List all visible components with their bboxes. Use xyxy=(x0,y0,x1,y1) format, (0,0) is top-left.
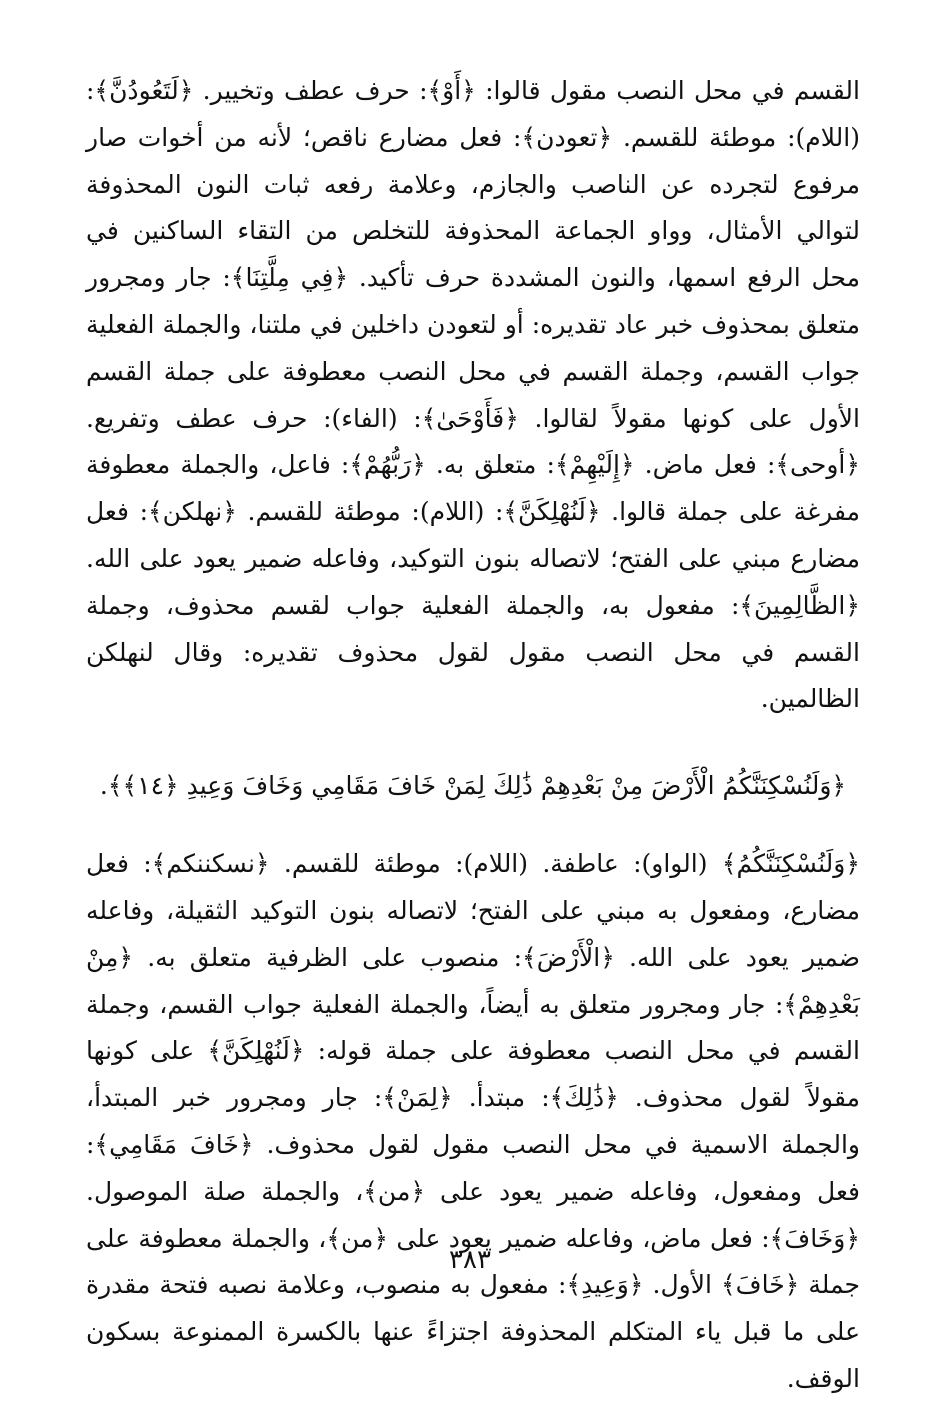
section-spacer xyxy=(86,723,860,763)
quran-verse-heading: ﴿وَلَنُسْكِنَنَّكُمُ الْأَرْضَ مِنْ بَعْدِهِمْ ذَٰلِكَ لِمَنْ خَافَ مَقَامِي وَخَافَ وَعِيدِ ﴿١٤﴾﴾. xyxy=(99,771,847,801)
commentary-paragraph-2: ﴿وَلَنُسْكِنَنَّكُمُ﴾ (الواو): عاطفة. (اللام): موطئة للقسم. ﴿نسكننكم﴾: فعل مضارع، ومفعول به مبني على الفتح؛ لاتصاله بنون التوكيد الثقيلة، وفاعله ضمير يعود على الله. ﴿الْأَرْضَ﴾: منصوب على الظرفية متعلق به. ﴿مِنْ بَعْدِهِمْ﴾: جار ومجرور متعلق به أيضاً، والجملة الفعلية جواب القسم، وجملة القسم في محل النصب معطوفة على جملة قوله: ﴿لَنُهْلِكَنَّ﴾ على كونها مقولاً لقول محذوف. ﴿ذَٰلِكَ﴾: مبتدأ. ﴿لِمَنْ﴾: جار ومجرور خبر المبتدأ، والجملة الاسمية في محل النصب مقول لقول محذوف. ﴿خَافَ مَقَامِي﴾: فعل ومفعول، وفاعله ضمير يعود على ﴿من﴾، والجملة صلة الموصول. ﴿وَخَافَ﴾: فعل ماض، وفاعله ضمير يعود على ﴿من﴾، والجملة معطوفة على جملة ﴿خَافَ﴾ الأول. ﴿وَعِيدِ﴾: مفعول به منصوب، وعلامة نصبه فتحة مقدرة على ما قبل ياء المتكلم المحذوفة اجتزاءً عنها بالكسرة الممنوعة بسكون الوقف. xyxy=(86,849,860,1393)
commentary-paragraph-1: القسم في محل النصب مقول قالوا: ﴿أَوْ﴾: حرف عطف وتخيير. ﴿لَتَعُودُنَّ﴾: (اللام): موطئة للقسم. ﴿تعودن﴾: فعل مضارع ناقص؛ لأنه من أخوات صار مرفوع لتجرده عن الناصب والجازم، وعلامة رفعه ثبات النون المحذوفة لتوالي الأمثال، وواو الجماعة المحذوفة للتخلص من التقاء الساكنين في محل الرفع اسمها، والنون المشددة حرف تأكيد. ﴿فِي مِلَّتِنَا﴾: جار ومجرور متعلق بمحذوف خبر عاد تقديره: أو لتعودن داخلين في ملتنا، والجملة الفعلية جواب القسم، وجملة القسم في محل النصب معطوفة على جملة القسم الأول على كونها مقولاً لقالوا. ﴿فَأَوْحَىٰ﴾: (الفاء): حرف عطف وتفريع. ﴿أوحى﴾: فعل ماض. ﴿إِلَيْهِمْ﴾: متعلق به. ﴿رَبُّهُمْ﴾: فاعل، والجملة معطوفة مفرغة على جملة قالوا. ﴿لَنُهْلِكَنَّ﴾: (اللام): موطئة للقسم. ﴿نهلكن﴾: فعل مضارع مبني على الفتح؛ لاتصاله بنون التوكيد، وفاعله ضمير يعود على الله. ﴿الظَّالِمِينَ﴾: مفعول به، والجملة الفعلية جواب لقسم محذوف، وجملة القسم في محل النصب مقول لقول محذوف تقديره: وقال لنهلكن الظالمين. xyxy=(86,76,860,714)
page-number: ٣٨٣ xyxy=(449,1245,491,1275)
section-spacer-2 xyxy=(86,809,860,841)
page-body xyxy=(86,68,860,1403)
